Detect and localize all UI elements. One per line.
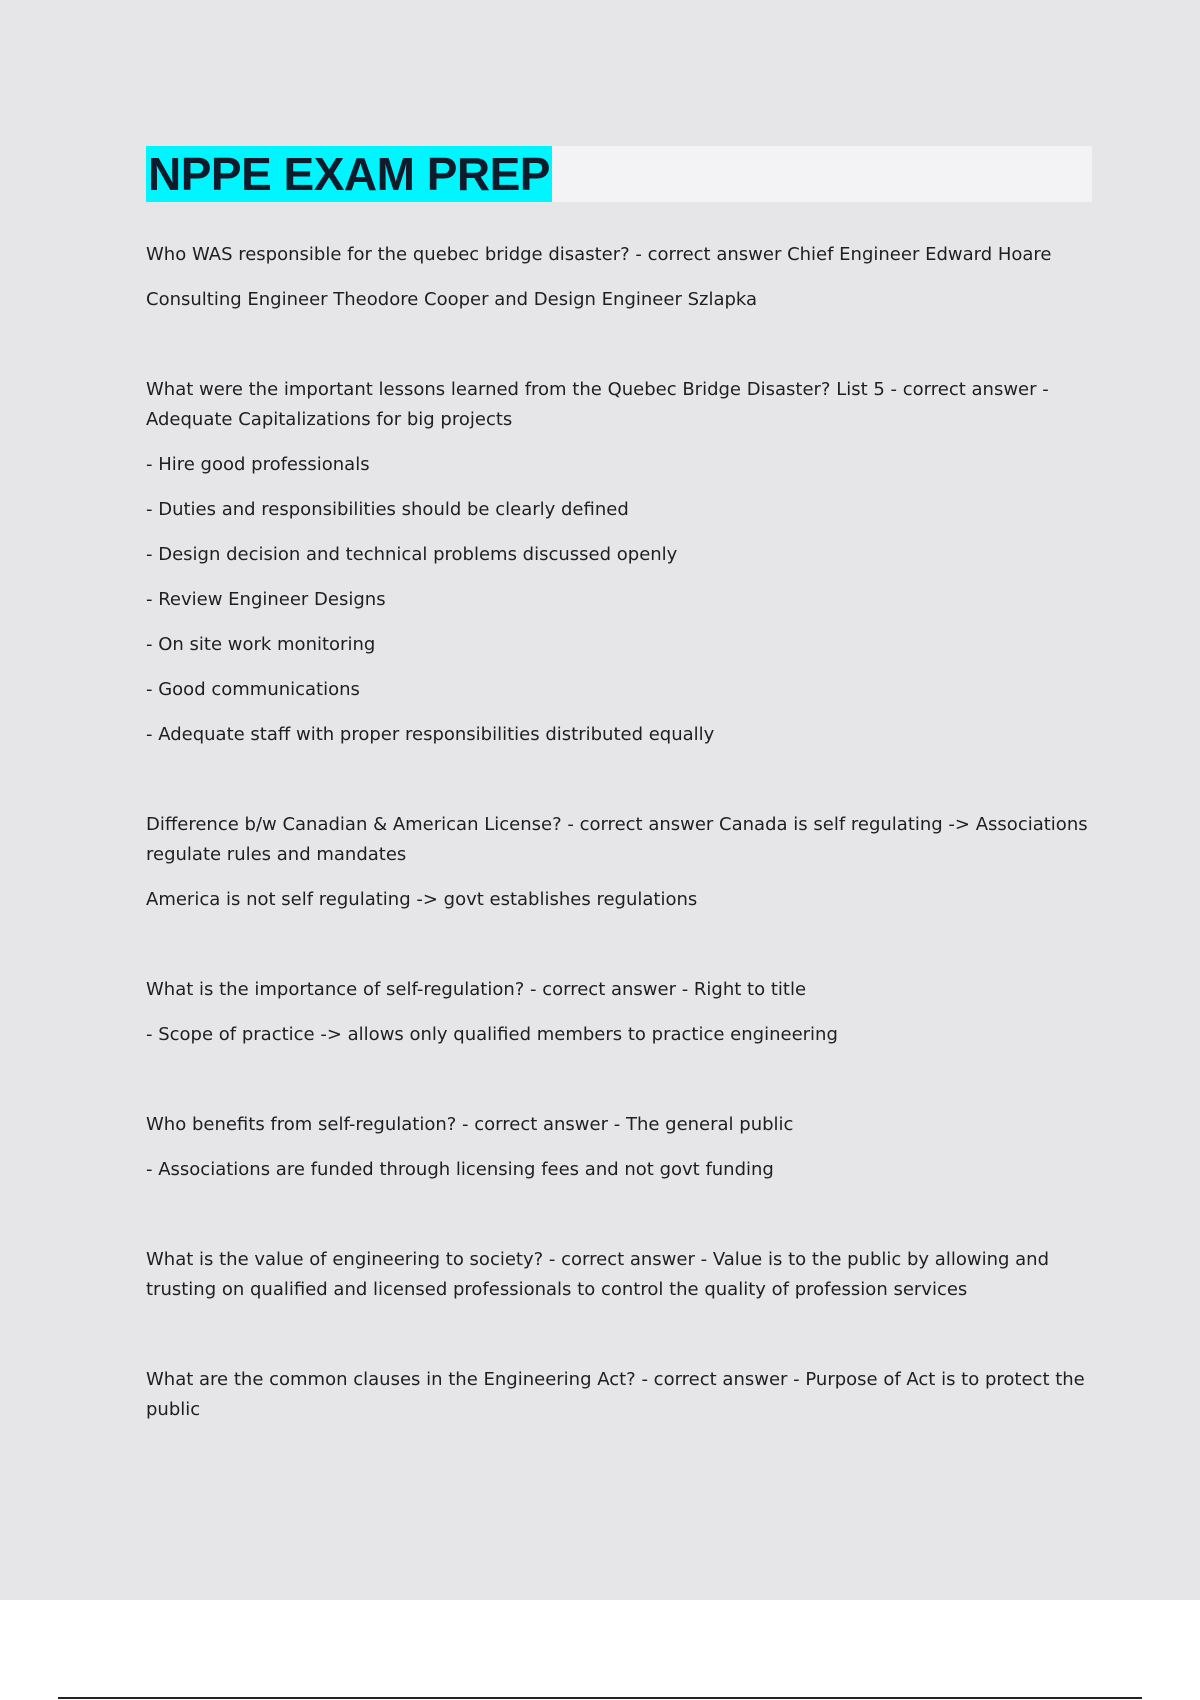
qa-answer-line: - Good communications (146, 679, 360, 700)
qa-item (146, 975, 1096, 1050)
qa-answer-line: - On site work monitoring (146, 634, 376, 655)
qa-answer-line: Consulting Engineer Theodore Cooper and Design Engineer Szlapka (146, 289, 758, 310)
qa-item (146, 1110, 1096, 1185)
qa-answer-line: - Duties and responsibilities should be clearly defined (146, 499, 629, 520)
qa-question: Who benefits from self-regulation? - correct answer - The general public (146, 1114, 794, 1135)
qa-item (146, 240, 1096, 315)
qa-item (146, 1245, 1096, 1305)
qa-answer-line: - Scope of practice -> allows only qualified members to practice engineering (146, 1024, 838, 1045)
footer-divider (58, 1697, 1142, 1699)
qa-item (146, 375, 1096, 750)
qa-answer-line: - Hire good professionals (146, 454, 370, 475)
document-title: NPPE EXAM PREP (148, 148, 550, 200)
qa-answer-line: - Associations are funded through licensing fees and not govt funding (146, 1159, 774, 1180)
qa-item (146, 1365, 1096, 1425)
qa-list (146, 240, 1096, 1485)
qa-answer-line: - Review Engineer Designs (146, 589, 386, 610)
qa-answer-line: - Adequate staff with proper responsibilities distributed equally (146, 724, 715, 745)
qa-question: Who WAS responsible for the quebec bridge disaster? - correct answer Chief Engineer Edward Hoare (146, 244, 1052, 265)
qa-question: What is the importance of self-regulation? - correct answer - Right to title (146, 979, 807, 1000)
qa-question: What is the value of engineering to society? - correct answer - Value is to the public by allowing and trusting on qualified and licensed professionals to control the quality of profession services (146, 1249, 1049, 1300)
qa-answer-line: America is not self regulating -> govt establishes regulations (146, 889, 698, 910)
qa-item (146, 810, 1096, 915)
qa-question: What are the common clauses in the Engineering Act? - correct answer - Purpose of Act is to protect the public (146, 1369, 1085, 1420)
qa-question: Difference b/w Canadian & American License? - correct answer Canada is self regulating -> Associations regulate rules and mandates (146, 814, 1088, 865)
qa-answer-line: - Design decision and technical problems discussed openly (146, 544, 678, 565)
qa-question: What were the important lessons learned from the Quebec Bridge Disaster? List 5 - correct answer - Adequate Capitalizations for big projects (146, 379, 1049, 430)
